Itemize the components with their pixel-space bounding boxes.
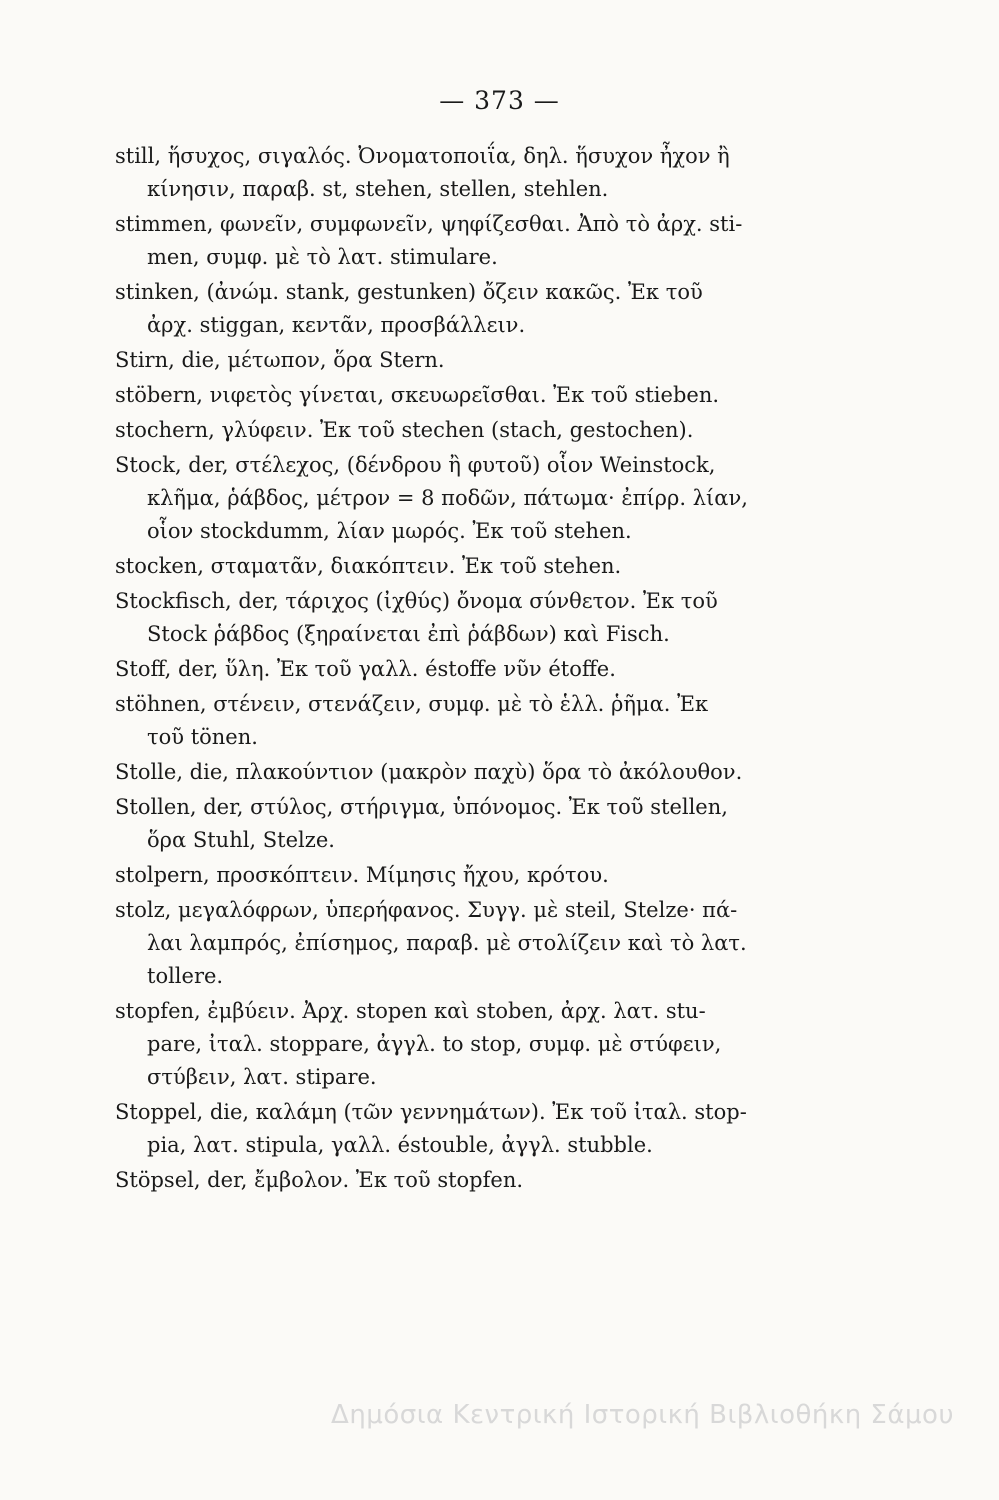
entry-line: stocken, σταματᾶν, διακόπτειν. Ἐκ τοῦ stehen. — [115, 554, 622, 578]
entry-line: pia, λατ. stipula, γαλλ. éstouble, ἀγγλ. stubble. — [147, 1133, 653, 1157]
entry-line: κίνησιν, παραβ. st, stehen, stellen, stehlen. — [147, 177, 609, 201]
entry-stimmen — [115, 208, 855, 274]
entry-stock — [115, 449, 855, 548]
entry-stolpern — [115, 859, 855, 892]
entry-line: λαι λαμπρός, ἐπίσημος, παραβ. μὲ στολίζειν καὶ τὸ λατ. — [147, 931, 747, 955]
entry-stoehnen — [115, 688, 855, 754]
entry-line: Stock ῥάβδος (ξηραίνεται ἐπὶ ῥάβδων) καὶ Fisch. — [147, 622, 670, 646]
entry-line: κλῆμα, ῥάβδος, μέτρον = 8 ποδῶν, πάτωμα· ἐπίρρ. λίαν, — [147, 486, 748, 510]
entry-stolle — [115, 756, 855, 789]
entry-line: stopfen, ἐμβύειν. Ἀρχ. stopen καὶ stoben, ἀρχ. λατ. stu- — [115, 999, 706, 1023]
entry-line: τοῦ tönen. — [147, 725, 258, 749]
entry-line: men, συμφ. μὲ τὸ λατ. stimulare. — [147, 245, 498, 269]
entry-line: pare, ἰταλ. stoppare, ἀγγλ. to stop, συμφ. μὲ στύφειν, — [147, 1032, 722, 1056]
entry-still — [115, 140, 855, 206]
entry-stoebern — [115, 379, 855, 412]
entry-line: Stock, der, στέλεχος, (δένδρου ἢ φυτοῦ) οἷον Weinstock, — [115, 453, 716, 477]
entry-line: Stockfisch, der, τάριχος (ἰχθύς) ὄνομα σύνθετον. Ἐκ τοῦ — [115, 589, 718, 613]
entry-line: still, ἥσυχος, σιγαλός. Ὀνοματοποιΐα, δηλ. ἥσυχον ἦχον ἢ — [115, 144, 730, 168]
entry-stockfisch — [115, 585, 855, 651]
entry-line: Stollen, der, στύλος, στήριγμα, ὑπόνομος. Ἐκ τοῦ stellen, — [115, 795, 728, 819]
entry-line: stochern, γλύφειν. Ἐκ τοῦ stechen (stach, gestochen). — [115, 418, 694, 442]
library-watermark: Δημόσια Κεντρική Ιστορική Βιβλιοθήκη Σάμου — [331, 1400, 954, 1430]
entry-line: Stöpsel, der, ἔμβολον. Ἐκ τοῦ stopfen. — [115, 1168, 524, 1192]
entry-stoff — [115, 653, 855, 686]
entry-line: stöhnen, στένειν, στενάζειν, συμφ. μὲ τὸ ἑλλ. ῥῆμα. Ἐκ — [115, 692, 709, 716]
entry-line: stolz, μεγαλόφρων, ὑπερήφανος. Συγγ. μὲ steil, Stelze· πά- — [115, 898, 738, 922]
entry-stochern — [115, 414, 855, 447]
entry-stollen — [115, 791, 855, 857]
entry-line: οἷον stockdumm, λίαν μωρός. Ἐκ τοῦ stehen. — [147, 519, 632, 543]
entry-line: Stirn, die, μέτωπον, ὅρα Stern. — [115, 348, 445, 372]
entry-line: στύβειν, λατ. stipare. — [147, 1065, 377, 1089]
entry-stinken — [115, 276, 855, 342]
entry-line: ὅρα Stuhl, Stelze. — [147, 828, 335, 852]
entry-stolz — [115, 894, 855, 993]
entry-line: stöbern, νιφετὸς γίνεται, σκευωρεῖσθαι. Ἐκ τοῦ stieben. — [115, 383, 720, 407]
entry-line: stolpern, προσκόπτειν. Μίμησις ἤχου, κρότου. — [115, 863, 609, 887]
entry-stoppel — [115, 1096, 855, 1162]
entry-stopfen — [115, 995, 855, 1094]
dictionary-entries — [115, 140, 855, 1199]
entry-line: Stoppel, die, καλάμη (τῶν γεννημάτων). Ἐκ τοῦ ἰταλ. stop- — [115, 1100, 747, 1124]
page-number: — 373 — — [439, 86, 560, 115]
entry-stirn — [115, 344, 855, 377]
entry-line: stinken, (ἀνώμ. stank, gestunken) ὄζειν κακῶς. Ἐκ τοῦ — [115, 280, 703, 304]
entry-line: Stoff, der, ὕλη. Ἐκ τοῦ γαλλ. éstoffe νῦν étoffe. — [115, 657, 616, 681]
entry-stocken — [115, 550, 855, 583]
entry-line: stimmen, φωνεῖν, συμφωνεῖν, ψηφίζεσθαι. Ἀπὸ τὸ ἀρχ. sti- — [115, 212, 743, 236]
entry-line: ἀρχ. stiggan, κεντᾶν, προσβάλλειν. — [147, 313, 526, 337]
entry-line: tollere. — [147, 964, 224, 988]
entry-stoepsel — [115, 1164, 855, 1197]
entry-line: Stolle, die, πλακούντιον (μακρὸν παχὺ) ὅρα τὸ ἀκόλουθον. — [115, 760, 743, 784]
